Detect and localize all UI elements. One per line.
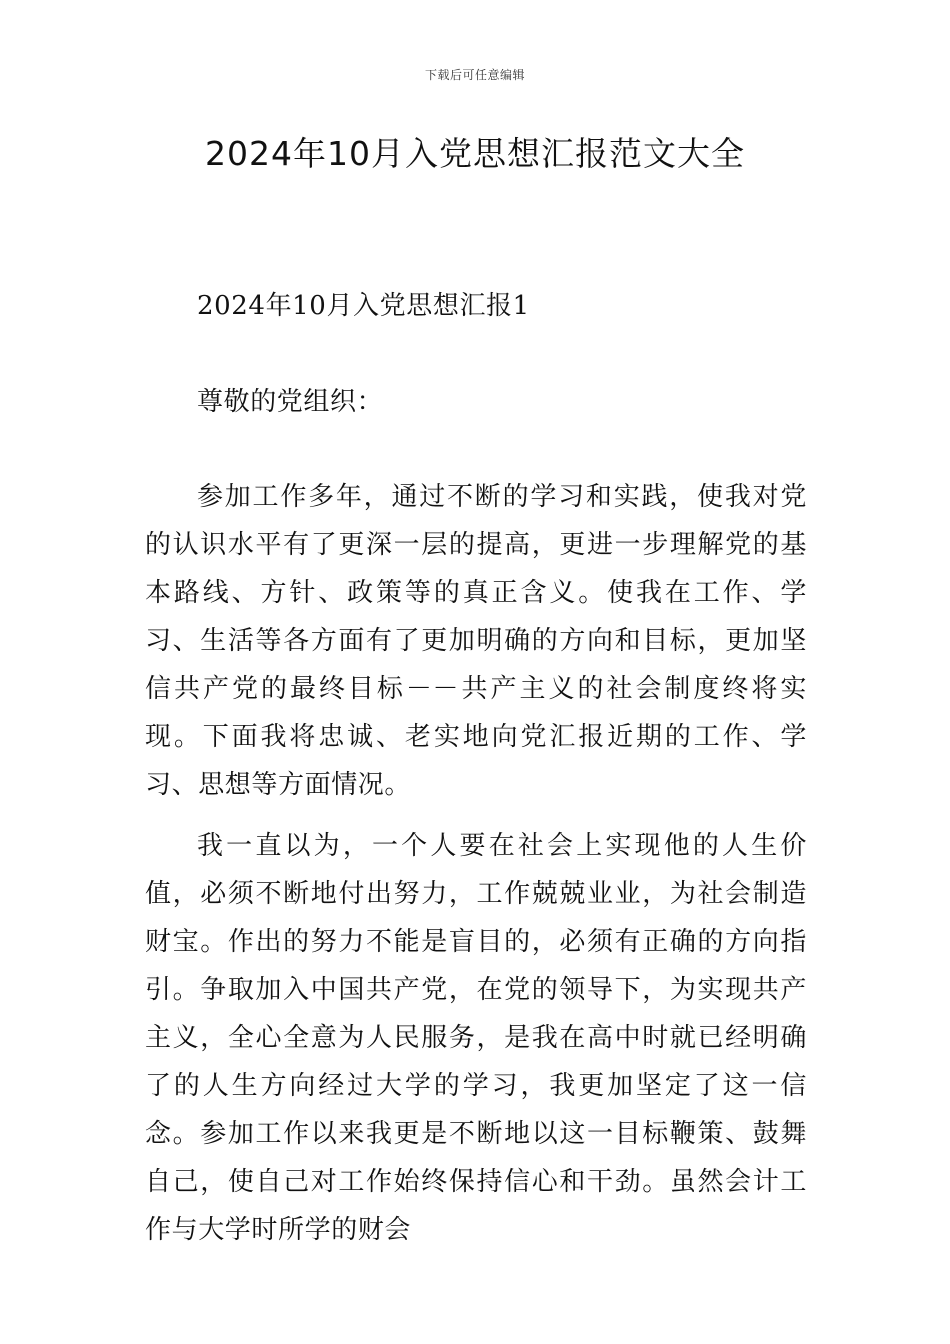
header-note: 下载后可任意编辑 [424, 68, 525, 82]
document-title: 2024年10月入党思想汇报范文大全 [205, 134, 745, 173]
section-subtitle: 2024年10月入党思想汇报1 [197, 291, 530, 321]
paragraph-2: 我一直以为，一个人要在社会上实现他的人生价值，必须不断地付出努力，工作兢兢业业，为社会制造财宝。作出的努力不能是盲目的，必须有正确的方向指引。争取加入中国共产党，在党的领导下，为实现共产主义，全心全意为人民服务，是我在高中时就已经明确了的人生方向经过大学的学习，我更加坚定了这一信念。参加工作以来我更是不断地以这一目标鞭策、鼓舞自己，使自己对工作始终保持信心和干劲。虽然会计工作与大学时所学的财会 [145, 831, 807, 1245]
salutation: 尊敬的党组织： [197, 387, 384, 417]
paragraph-1: 参加工作多年，通过不断的学习和实践，使我对党的认识水平有了更深一层的提高，更进一步理解党的基本路线、方针、政策等的真正含义。使我在工作、学习、生活等各方面有了更加明确的方向和目标，更加坚信共产党的最终目标－－共产主义的社会制度终将实现。下面我将忠诚、老实地向党汇报近期的工作、学习、思想等方面情况。 [145, 482, 807, 800]
